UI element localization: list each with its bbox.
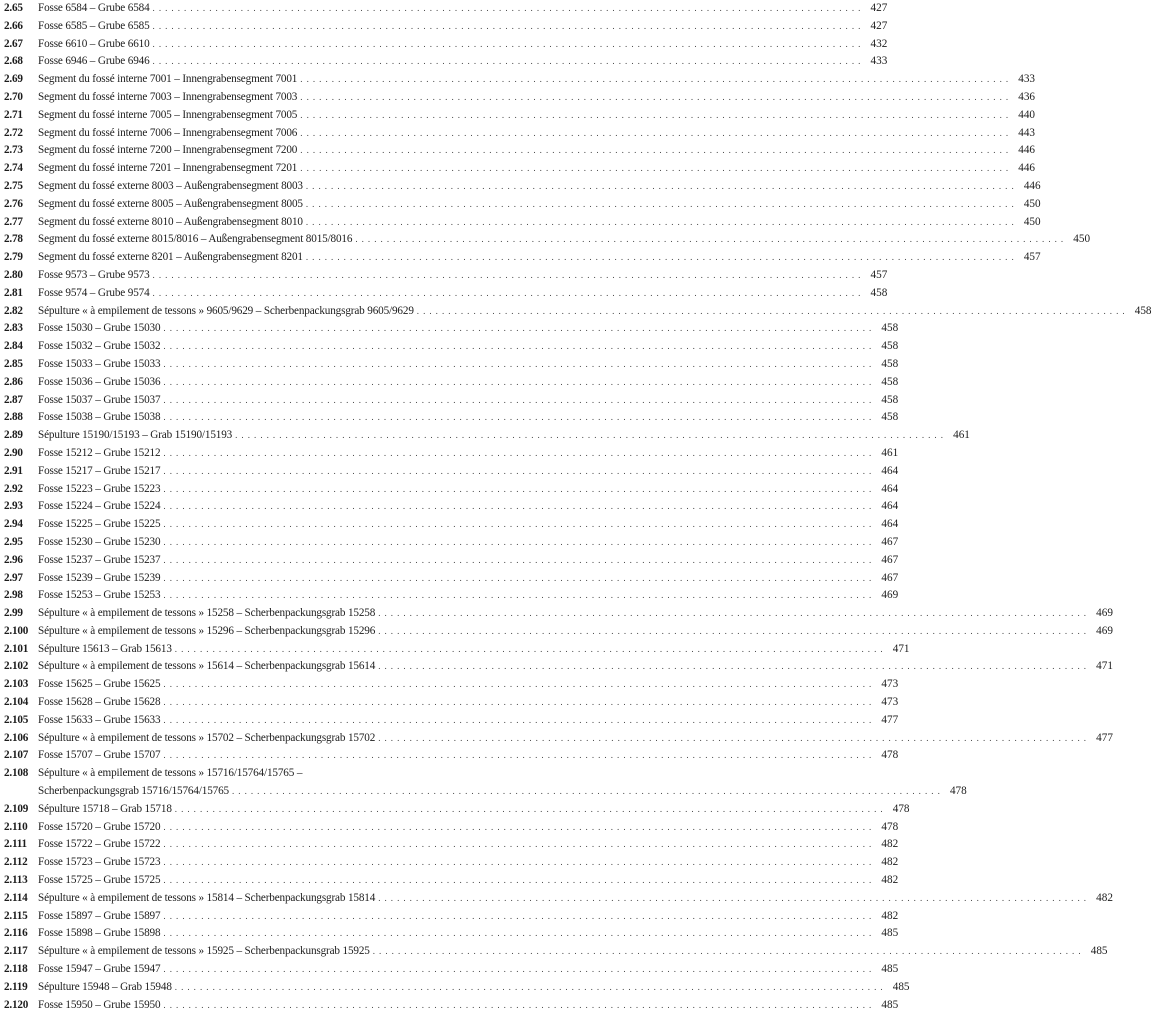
leader-dots	[163, 516, 872, 534]
leader-dots	[163, 819, 872, 837]
entry-page: 478	[892, 802, 910, 815]
entry-title: Fosse 15897 – Grube 15897	[38, 909, 161, 922]
leader-dots	[378, 658, 1087, 676]
leader-dots	[163, 872, 872, 890]
toc-entry[interactable]	[0, 605, 1113, 623]
entry-page: 482	[881, 856, 899, 869]
entry-page: 458	[881, 357, 899, 370]
toc-entry[interactable]	[0, 427, 970, 445]
leader-dots	[163, 463, 872, 481]
entry-title: Fosse 15723 – Grube 15723	[38, 856, 161, 869]
entry-page: 446	[1018, 162, 1036, 175]
leader-dots	[300, 125, 1009, 143]
toc-entry[interactable]	[0, 392, 899, 410]
entry-page: 461	[881, 446, 899, 459]
leader-dots	[163, 356, 872, 374]
entry-page: 471	[892, 642, 910, 655]
leader-dots	[163, 445, 872, 463]
entry-page: 485	[881, 927, 899, 940]
leader-dots	[163, 712, 872, 730]
entry-number: 2.102	[4, 660, 29, 673]
entry-page: 471	[1096, 660, 1113, 673]
leader-dots	[163, 570, 872, 588]
entry-page: 473	[881, 678, 899, 691]
entry-number: 2.72	[4, 126, 23, 139]
entry-title: Fosse 15032 – Grube 15032	[38, 340, 161, 353]
entry-page: 450	[1023, 197, 1041, 210]
entry-number: 2.70	[4, 90, 23, 103]
toc-entry[interactable]	[0, 801, 910, 819]
entry-page: 482	[1096, 891, 1113, 904]
leader-dots	[378, 605, 1087, 623]
leader-dots	[300, 160, 1009, 178]
toc-entry[interactable]	[0, 196, 1041, 214]
toc-entry[interactable]	[0, 356, 899, 374]
entry-page: 446	[1018, 144, 1036, 157]
entry-number: 2.118	[4, 963, 28, 976]
entry-title: Segment du fossé externe 8015/8016 – Außengrabensegment 8015/8016	[38, 233, 353, 246]
entry-page: 450	[1073, 233, 1091, 246]
entry-page: 464	[881, 482, 899, 495]
entry-number: 2.82	[4, 304, 23, 317]
entry-page: 457	[870, 268, 888, 281]
entry-title: Fosse 15633 – Grube 15633	[38, 713, 161, 726]
entry-title-continued: Scherbenpackungsgrab 15716/15764/15765	[38, 785, 229, 798]
entry-number: 2.90	[4, 446, 23, 459]
toc-entry[interactable]	[0, 872, 899, 890]
entry-number: 2.86	[4, 375, 23, 388]
toc-entry[interactable]	[0, 943, 1108, 961]
toc-entry[interactable]	[0, 142, 1036, 160]
toc-entry[interactable]	[0, 676, 899, 694]
entry-title: Fosse 15898 – Grube 15898	[38, 927, 161, 940]
toc-entry[interactable]	[0, 997, 899, 1015]
leader-dots	[355, 231, 1064, 249]
toc-entry[interactable]	[0, 534, 899, 552]
entry-page: 477	[1096, 731, 1113, 744]
entry-number: 2.88	[4, 411, 23, 424]
entry-number: 2.104	[4, 696, 29, 709]
toc-entry[interactable]	[0, 0, 888, 18]
entry-title: Segment du fossé externe 8201 – Außengrabensegment 8201	[38, 251, 303, 264]
toc-entry[interactable]	[0, 854, 899, 872]
entry-title: Fosse 15030 – Grube 15030	[38, 322, 161, 335]
leader-dots	[300, 107, 1009, 125]
entry-number: 2.117	[4, 945, 28, 958]
leader-dots	[306, 196, 1015, 214]
entry-number: 2.95	[4, 535, 23, 548]
entry-title: Sépulture « à empilement de tessons » 9605/9629 – Scherbenpackungsgrab 9605/9629	[38, 304, 414, 317]
leader-dots	[378, 890, 1087, 908]
entry-page: 432	[870, 37, 888, 50]
entry-number: 2.71	[4, 108, 23, 121]
toc-entry[interactable]	[0, 890, 1113, 908]
entry-number: 2.108	[4, 767, 29, 780]
leader-dots	[163, 747, 872, 765]
entry-title: Fosse 15239 – Grube 15239	[38, 571, 161, 584]
leader-dots	[417, 303, 1126, 321]
entry-page: 461	[953, 429, 970, 442]
toc-entry[interactable]	[0, 89, 1036, 107]
toc-entry[interactable]	[0, 836, 899, 854]
entry-number: 2.116	[4, 927, 28, 940]
toc-entry[interactable]	[0, 107, 1036, 125]
entry-title: Segment du fossé interne 7006 – Innengrabensegment 7006	[38, 126, 298, 139]
entry-number: 2.111	[4, 838, 27, 851]
entry-page: 464	[881, 518, 899, 531]
entry-page: 467	[881, 571, 899, 584]
leader-dots	[235, 427, 944, 445]
entry-title: Fosse 6946 – Grube 6946	[38, 55, 150, 68]
leader-dots	[153, 0, 862, 18]
toc-entry[interactable]	[0, 36, 888, 54]
entry-number: 2.119	[4, 980, 28, 993]
leader-dots	[163, 836, 872, 854]
entry-title: Fosse 15237 – Grube 15237	[38, 553, 161, 566]
leader-dots	[300, 71, 1009, 89]
entry-page: 473	[881, 696, 899, 709]
entry-number: 2.109	[4, 802, 29, 815]
entry-page: 458	[881, 322, 899, 335]
entry-title: Sépulture 15190/15193 – Grab 15190/15193	[38, 429, 233, 442]
toc-entry[interactable]	[0, 498, 899, 516]
entry-number: 2.74	[4, 162, 23, 175]
leader-dots	[163, 587, 872, 605]
entry-title: Sépulture « à empilement de tessons » 15614 – Scherbenpackungsgrab 15614	[38, 660, 376, 673]
leader-dots	[175, 641, 884, 659]
toc-entry[interactable]	[0, 925, 899, 943]
entry-page: 464	[881, 464, 899, 477]
entry-number: 2.105	[4, 713, 29, 726]
leader-dots	[163, 481, 872, 499]
toc-entry[interactable]	[0, 409, 899, 427]
entry-page: 440	[1018, 108, 1036, 121]
entry-number: 2.93	[4, 500, 23, 513]
leader-dots	[163, 374, 872, 392]
toc-entry[interactable]	[0, 587, 899, 605]
entry-number: 2.76	[4, 197, 23, 210]
toc-entry[interactable]	[0, 623, 1113, 641]
entry-number: 2.77	[4, 215, 23, 228]
entry-page: 485	[892, 980, 910, 993]
entry-title: Fosse 15217 – Grube 15217	[38, 464, 161, 477]
leader-dots	[163, 997, 872, 1015]
entry-title: Segment du fossé externe 8010 – Außengrabensegment 8010	[38, 215, 303, 228]
entry-title: Sépulture « à empilement de tessons » 15925 – Scherbenpackunsgrab 15925	[38, 945, 370, 958]
leader-dots	[163, 338, 872, 356]
toc-entry[interactable]	[0, 463, 899, 481]
toc-entry[interactable]	[0, 819, 899, 837]
toc-entry[interactable]	[0, 178, 1041, 196]
entry-number: 2.66	[4, 19, 23, 32]
leader-dots	[153, 36, 862, 54]
entry-number: 2.106	[4, 731, 29, 744]
toc-entry[interactable]	[0, 71, 1036, 89]
entry-number: 2.110	[4, 820, 28, 833]
entry-page: 427	[870, 2, 888, 14]
toc-entry[interactable]	[0, 516, 899, 534]
entry-number: 2.78	[4, 233, 23, 246]
toc-entry[interactable]	[0, 18, 888, 36]
entry-page: 482	[881, 874, 899, 887]
entry-title: Fosse 15722 – Grube 15722	[38, 838, 161, 851]
entry-page: 450	[1023, 215, 1041, 228]
entry-page: 427	[870, 19, 888, 32]
entry-title: Segment du fossé interne 7001 – Innengrabensegment 7001	[38, 73, 298, 86]
entry-page: 467	[881, 553, 899, 566]
toc-entry[interactable]	[0, 552, 899, 570]
leader-dots	[232, 783, 941, 801]
entry-title: Segment du fossé interne 7003 – Innengrabensegment 7003	[38, 90, 298, 103]
entry-title: Fosse 6584 – Grube 6584	[38, 2, 150, 14]
entry-title: Segment du fossé externe 8003 – Außengrabensegment 8003	[38, 179, 303, 192]
entry-number: 2.103	[4, 678, 29, 691]
leader-dots	[163, 925, 872, 943]
entry-title: Fosse 15725 – Grube 15725	[38, 874, 161, 887]
leader-dots	[163, 676, 872, 694]
entry-number: 2.107	[4, 749, 29, 762]
toc-entry[interactable]	[0, 231, 1091, 249]
leader-dots	[153, 285, 862, 303]
toc-entry[interactable]	[0, 249, 1041, 267]
leader-dots	[163, 908, 872, 926]
leader-dots	[306, 178, 1015, 196]
entry-page: 443	[1018, 126, 1036, 139]
entry-number: 2.101	[4, 642, 29, 655]
entry-number: 2.65	[4, 2, 23, 14]
entry-title: Fosse 15720 – Grube 15720	[38, 820, 161, 833]
entry-title: Fosse 15212 – Grube 15212	[38, 446, 161, 459]
entry-page: 482	[881, 838, 899, 851]
leader-dots	[175, 979, 884, 997]
entry-page: 458	[881, 375, 899, 388]
entry-title: Segment du fossé externe 8005 – Außengrabensegment 8005	[38, 197, 303, 210]
entry-number: 2.94	[4, 518, 23, 531]
entry-title: Sépulture « à empilement de tessons » 15716/15764/15765 –	[38, 767, 303, 780]
toc-entry[interactable]	[0, 267, 888, 285]
leader-dots	[306, 249, 1015, 267]
leader-dots	[163, 534, 872, 552]
entry-number: 2.80	[4, 268, 23, 281]
entry-title: Fosse 15625 – Grube 15625	[38, 678, 161, 691]
toc-entry[interactable]	[0, 961, 899, 979]
toc-entry[interactable]	[0, 320, 899, 338]
leader-dots	[163, 694, 872, 712]
leader-dots	[378, 623, 1087, 641]
entry-title: Sépulture « à empilement de tessons » 15814 – Scherbenpackungsgrab 15814	[38, 891, 376, 904]
entry-page: 458	[881, 340, 899, 353]
entry-page: 446	[1023, 179, 1041, 192]
entry-title: Fosse 15037 – Grube 15037	[38, 393, 161, 406]
entry-title: Fosse 9573 – Grube 9573	[38, 268, 150, 281]
leader-dots	[163, 409, 872, 427]
entry-page: 478	[881, 749, 899, 762]
leader-dots	[163, 320, 872, 338]
toc-entry[interactable]	[0, 570, 899, 588]
entry-number: 2.114	[4, 891, 28, 904]
leader-dots	[163, 552, 872, 570]
entry-number: 2.83	[4, 322, 23, 335]
entry-title: Sépulture « à empilement de tessons » 15702 – Scherbenpackungsgrab 15702	[38, 731, 376, 744]
entry-number: 2.73	[4, 144, 23, 157]
entry-page: 464	[881, 500, 899, 513]
leader-dots	[153, 267, 862, 285]
toc-entry[interactable]	[0, 641, 910, 659]
entry-page: 485	[881, 963, 899, 976]
leader-dots	[163, 854, 872, 872]
entry-number: 2.100	[4, 624, 29, 637]
leader-dots	[153, 53, 862, 71]
entry-number: 2.79	[4, 251, 23, 264]
toc-entry[interactable]	[0, 979, 910, 997]
toc-entry[interactable]	[0, 303, 1152, 321]
entry-number: 2.112	[4, 856, 28, 869]
entry-title: Fosse 15253 – Grube 15253	[38, 589, 161, 602]
entry-page: 478	[949, 785, 967, 798]
entry-page: 485	[881, 998, 899, 1011]
entry-title: Fosse 6610 – Grube 6610	[38, 37, 150, 50]
entry-number: 2.81	[4, 286, 23, 299]
entry-title: Fosse 6585 – Grube 6585	[38, 19, 150, 32]
entry-title: Sépulture « à empilement de tessons » 15258 – Scherbenpackungsgrab 15258	[38, 607, 376, 620]
entry-page: 467	[881, 535, 899, 548]
entry-page: 433	[1018, 73, 1036, 86]
entry-title: Fosse 15033 – Grube 15033	[38, 357, 161, 370]
entry-number: 2.96	[4, 553, 23, 566]
entry-title: Segment du fossé interne 7201 – Innengrabensegment 7201	[38, 162, 298, 175]
entry-title: Fosse 15230 – Grube 15230	[38, 535, 161, 548]
entry-page: 482	[881, 909, 899, 922]
entry-number: 2.120	[4, 998, 29, 1011]
entry-number: 2.89	[4, 429, 23, 442]
entry-number: 2.68	[4, 55, 23, 68]
entry-number: 2.97	[4, 571, 23, 584]
toc-entry[interactable]	[0, 374, 899, 392]
entry-page: 458	[1134, 304, 1152, 317]
entry-number: 2.84	[4, 340, 23, 353]
leader-dots	[175, 801, 884, 819]
entry-page: 436	[1018, 90, 1036, 103]
entry-page: 458	[881, 393, 899, 406]
entry-title: Fosse 15707 – Grube 15707	[38, 749, 161, 762]
entry-number: 2.87	[4, 393, 23, 406]
toc-entry[interactable]	[0, 125, 1036, 143]
entry-title: Sépulture « à empilement de tessons » 15296 – Scherbenpackungsgrab 15296	[38, 624, 376, 637]
leader-dots	[378, 730, 1087, 748]
entry-number: 2.115	[4, 909, 28, 922]
toc-entry[interactable]	[0, 730, 1113, 748]
leader-dots	[300, 89, 1009, 107]
toc-entry[interactable]	[0, 658, 1113, 676]
entry-page: 469	[1096, 607, 1113, 620]
entry-number: 2.67	[4, 37, 23, 50]
leader-dots	[163, 961, 872, 979]
entry-number: 2.69	[4, 73, 23, 86]
entry-page: 469	[1096, 624, 1113, 637]
leader-dots	[163, 498, 872, 516]
entry-page: 458	[870, 286, 888, 299]
entry-title: Fosse 15223 – Grube 15223	[38, 482, 161, 495]
entry-page: 485	[1090, 945, 1108, 958]
entry-page: 469	[881, 589, 899, 602]
entry-title: Sépulture 15718 – Grab 15718	[38, 802, 172, 815]
toc-entry[interactable]	[0, 765, 967, 801]
entry-number: 2.75	[4, 179, 23, 192]
entry-number: 2.85	[4, 357, 23, 370]
entry-page: 457	[1023, 251, 1041, 264]
entry-page: 433	[870, 55, 888, 68]
entry-title: Fosse 15225 – Grube 15225	[38, 518, 161, 531]
toc-entry[interactable]	[0, 694, 899, 712]
entry-title: Fosse 15947 – Grube 15947	[38, 963, 161, 976]
entry-title: Fosse 15038 – Grube 15038	[38, 411, 161, 424]
toc-entry[interactable]	[0, 160, 1036, 178]
entry-title: Sépulture 15613 – Grab 15613	[38, 642, 172, 655]
toc-entry[interactable]	[0, 338, 899, 356]
leader-dots	[306, 214, 1015, 232]
entry-page: 477	[881, 713, 899, 726]
toc-entry[interactable]	[0, 481, 899, 499]
toc-entry[interactable]	[0, 214, 1041, 232]
entry-title: Sépulture 15948 – Grab 15948	[38, 980, 172, 993]
entry-number: 2.113	[4, 874, 28, 887]
entry-title: Fosse 9574 – Grube 9574	[38, 286, 150, 299]
toc-entry[interactable]	[0, 908, 899, 926]
entry-title: Fosse 15950 – Grube 15950	[38, 998, 161, 1011]
entry-number: 2.99	[4, 607, 23, 620]
entry-number: 2.98	[4, 589, 23, 602]
entry-title: Segment du fossé interne 7005 – Innengrabensegment 7005	[38, 108, 298, 121]
leader-dots	[153, 18, 862, 36]
toc-entry[interactable]	[0, 747, 899, 765]
entry-number: 2.91	[4, 464, 23, 477]
entry-title: Fosse 15224 – Grube 15224	[38, 500, 161, 513]
entry-number: 2.92	[4, 482, 23, 495]
leader-dots	[163, 392, 872, 410]
leader-dots	[300, 142, 1009, 160]
toc-entry[interactable]	[0, 712, 899, 730]
toc-entry[interactable]	[0, 53, 888, 71]
toc-entry[interactable]	[0, 445, 899, 463]
entry-page: 458	[881, 411, 899, 424]
leader-dots	[373, 943, 1082, 961]
entry-title: Fosse 15036 – Grube 15036	[38, 375, 161, 388]
toc-entry[interactable]	[0, 285, 888, 303]
entry-title: Fosse 15628 – Grube 15628	[38, 696, 161, 709]
entry-page: 478	[881, 820, 899, 833]
entry-title: Segment du fossé interne 7200 – Innengrabensegment 7200	[38, 144, 298, 157]
